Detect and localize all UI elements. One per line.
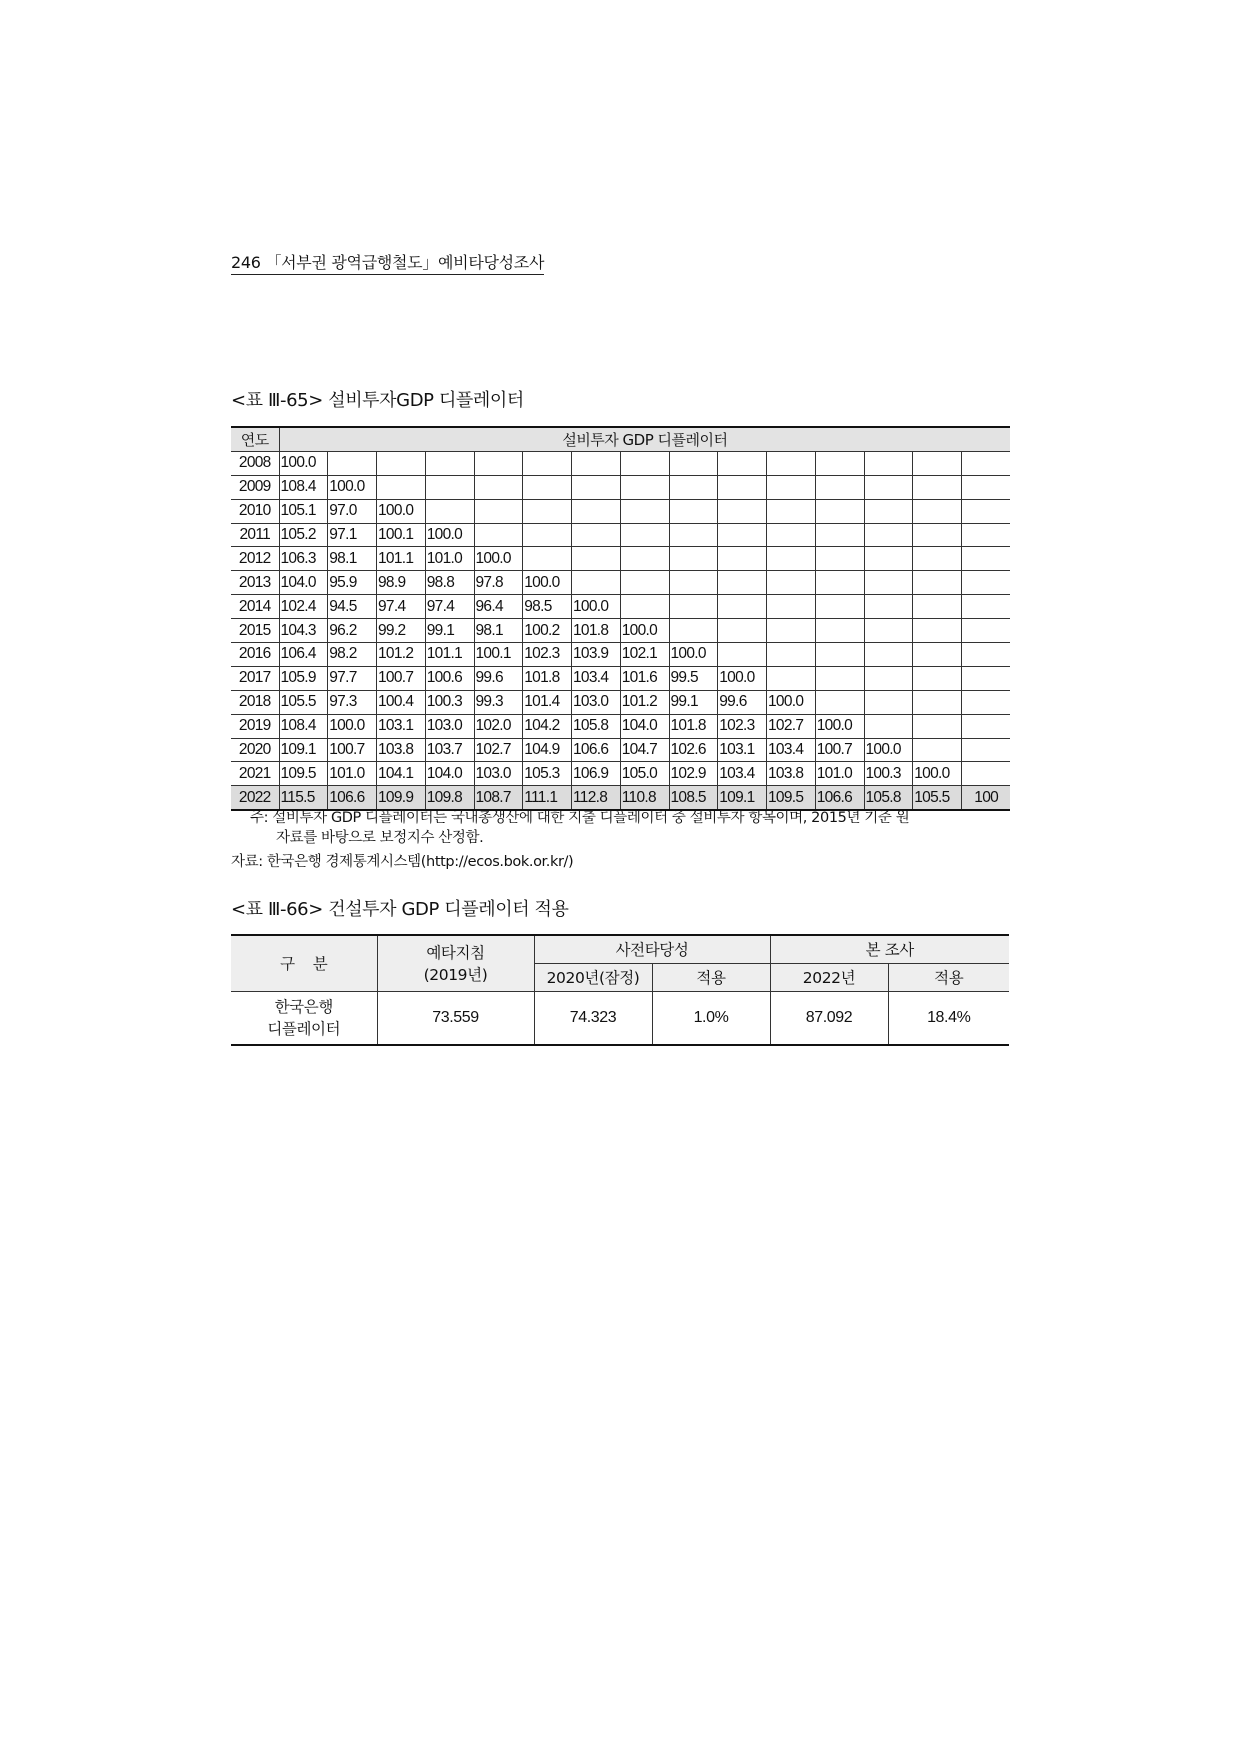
value-cell bbox=[815, 643, 864, 667]
value-cell bbox=[815, 595, 864, 619]
value-cell bbox=[718, 571, 767, 595]
value-cell bbox=[669, 547, 718, 571]
value-cell: 102.0 bbox=[474, 714, 523, 738]
value-cell bbox=[962, 499, 1011, 523]
value-cell: 100.0 bbox=[767, 690, 816, 714]
value-cell bbox=[767, 643, 816, 667]
table-row bbox=[231, 523, 1010, 547]
year-cell: 2016 bbox=[231, 643, 279, 667]
value-cell bbox=[718, 523, 767, 547]
value-cell bbox=[815, 571, 864, 595]
value-cell: 108.4 bbox=[279, 475, 328, 499]
table1-note: 주: 설비투자 GDP 디플레이터는 국내총생산에 대한 지출 디플레이터 중 설비투자 항목이며, 2015년 기준 원 bbox=[250, 810, 910, 826]
value-cell bbox=[864, 571, 913, 595]
value-cell bbox=[425, 499, 474, 523]
table-row bbox=[231, 451, 1010, 475]
value-cell bbox=[620, 571, 669, 595]
value-cell: 97.4 bbox=[377, 595, 426, 619]
year-cell: 2008 bbox=[231, 451, 279, 475]
value-cell bbox=[669, 475, 718, 499]
value-cell: 100.0 bbox=[718, 666, 767, 690]
category-header: 구 분 bbox=[231, 935, 377, 991]
value-cell bbox=[864, 523, 913, 547]
value-cell: 102.7 bbox=[767, 714, 816, 738]
value-cell: 100.1 bbox=[474, 643, 523, 667]
table-row bbox=[231, 690, 1010, 714]
value-cell bbox=[767, 499, 816, 523]
value-cell bbox=[913, 643, 962, 667]
value-cell bbox=[913, 547, 962, 571]
value-cell bbox=[718, 643, 767, 667]
value-cell: 106.6 bbox=[328, 786, 377, 810]
value-cell bbox=[572, 571, 621, 595]
value-cell bbox=[620, 475, 669, 499]
value-cell: 97.3 bbox=[328, 690, 377, 714]
value-cell bbox=[523, 547, 572, 571]
deflator-table bbox=[231, 426, 1010, 811]
value-cell: 106.6 bbox=[815, 786, 864, 810]
year-cell: 2010 bbox=[231, 499, 279, 523]
value-cell: 101.0 bbox=[815, 762, 864, 786]
deflator-application-table bbox=[231, 934, 1009, 1046]
value-cell: 97.4 bbox=[425, 595, 474, 619]
value-cell: 99.5 bbox=[669, 666, 718, 690]
value-cell: 108.4 bbox=[279, 714, 328, 738]
value-cell: 101.1 bbox=[377, 547, 426, 571]
value-cell: 98.1 bbox=[328, 547, 377, 571]
value-cell: 112.8 bbox=[572, 786, 621, 810]
value-cell: 104.3 bbox=[279, 619, 328, 643]
value-cell: 100.0 bbox=[815, 714, 864, 738]
value-cell: 105.0 bbox=[620, 762, 669, 786]
value-cell bbox=[572, 475, 621, 499]
value-cell: 101.8 bbox=[669, 714, 718, 738]
value-cell bbox=[767, 666, 816, 690]
value-cell: 101.2 bbox=[620, 690, 669, 714]
value-cell: 103.4 bbox=[572, 666, 621, 690]
value-cell bbox=[913, 475, 962, 499]
value-cell: 106.9 bbox=[572, 762, 621, 786]
value-cell bbox=[474, 475, 523, 499]
value-cell bbox=[718, 475, 767, 499]
value-cell: 110.8 bbox=[620, 786, 669, 810]
value-cell: 104.9 bbox=[523, 738, 572, 762]
value-cell bbox=[962, 762, 1011, 786]
value-cell: 103.0 bbox=[425, 714, 474, 738]
table-row bbox=[231, 666, 1010, 690]
value-cell: 99.1 bbox=[425, 619, 474, 643]
year-cell: 2013 bbox=[231, 571, 279, 595]
value-cell: 101.6 bbox=[620, 666, 669, 690]
value-cell: 101.1 bbox=[425, 643, 474, 667]
value-cell bbox=[767, 523, 816, 547]
value-cell bbox=[572, 547, 621, 571]
value-cell bbox=[767, 547, 816, 571]
value-cell: 104.0 bbox=[620, 714, 669, 738]
value-cell: 102.6 bbox=[669, 738, 718, 762]
value-cell: 99.6 bbox=[474, 666, 523, 690]
value-cell: 96.4 bbox=[474, 595, 523, 619]
value-cell: 103.1 bbox=[718, 738, 767, 762]
value-cell bbox=[474, 499, 523, 523]
value-cell bbox=[328, 451, 377, 475]
table-row bbox=[231, 738, 1010, 762]
value-cell bbox=[815, 451, 864, 475]
value-cell: 99.6 bbox=[718, 690, 767, 714]
value-cell: 103.4 bbox=[718, 762, 767, 786]
value-cell: 99.2 bbox=[377, 619, 426, 643]
value-cell bbox=[864, 666, 913, 690]
value-cell bbox=[913, 738, 962, 762]
value-cell: 106.6 bbox=[572, 738, 621, 762]
value-cell bbox=[913, 666, 962, 690]
value-cell: 105.3 bbox=[523, 762, 572, 786]
value-cell bbox=[913, 451, 962, 475]
table-row bbox=[231, 714, 1010, 738]
value-cell: 103.0 bbox=[474, 762, 523, 786]
value-cell: 109.5 bbox=[279, 762, 328, 786]
value-cell bbox=[815, 619, 864, 643]
value-cell bbox=[377, 451, 426, 475]
table-row bbox=[231, 547, 1010, 571]
value-cell: 100.0 bbox=[864, 738, 913, 762]
value-cell: 105.1 bbox=[279, 499, 328, 523]
table-row bbox=[231, 619, 1010, 643]
year-cell: 2014 bbox=[231, 595, 279, 619]
value-cell: 98.2 bbox=[328, 643, 377, 667]
value-cell: 100.7 bbox=[328, 738, 377, 762]
value-cell bbox=[962, 571, 1011, 595]
page-header bbox=[231, 250, 544, 275]
table1-note-continued: 자료를 바탕으로 보정지수 산정함. bbox=[276, 830, 484, 846]
value-cell bbox=[620, 523, 669, 547]
year-cell: 2019 bbox=[231, 714, 279, 738]
value-cell: 108.5 bbox=[669, 786, 718, 810]
value-cell: 104.1 bbox=[377, 762, 426, 786]
value-cell bbox=[864, 690, 913, 714]
value-cell bbox=[718, 547, 767, 571]
value-cell: 105.9 bbox=[279, 666, 328, 690]
value-cell: 105.5 bbox=[913, 786, 962, 810]
value-cell bbox=[864, 643, 913, 667]
value-cell bbox=[864, 475, 913, 499]
value-cell bbox=[669, 451, 718, 475]
value-cell: 97.0 bbox=[328, 499, 377, 523]
value-cell: 101.8 bbox=[523, 666, 572, 690]
value-cell bbox=[962, 547, 1011, 571]
value-cell: 103.0 bbox=[572, 690, 621, 714]
guideline-value: 73.559 bbox=[377, 991, 534, 1045]
value-cell bbox=[864, 547, 913, 571]
value-cell: 98.5 bbox=[523, 595, 572, 619]
table-row bbox=[231, 475, 1010, 499]
value-cell bbox=[815, 547, 864, 571]
main-apply-header: 적용 bbox=[888, 963, 1009, 991]
value-cell: 109.1 bbox=[279, 738, 328, 762]
year-cell: 2020 bbox=[231, 738, 279, 762]
value-cell bbox=[962, 714, 1011, 738]
value-cell bbox=[913, 714, 962, 738]
value-cell: 100.6 bbox=[425, 666, 474, 690]
value-cell: 99.3 bbox=[474, 690, 523, 714]
value-cell bbox=[864, 451, 913, 475]
value-cell: 109.5 bbox=[767, 786, 816, 810]
value-cell: 103.9 bbox=[572, 643, 621, 667]
value-cell bbox=[767, 475, 816, 499]
value-cell: 100.0 bbox=[425, 523, 474, 547]
year-cell: 2015 bbox=[231, 619, 279, 643]
value-cell: 94.5 bbox=[328, 595, 377, 619]
value-cell bbox=[620, 499, 669, 523]
table1-caption: <표 Ⅲ-65> 설비투자GDP 디플레이터 bbox=[231, 390, 524, 411]
value-cell bbox=[815, 499, 864, 523]
value-cell bbox=[767, 451, 816, 475]
value-cell bbox=[962, 643, 1011, 667]
value-cell: 103.8 bbox=[767, 762, 816, 786]
main-year-header: 2022년 bbox=[770, 963, 888, 991]
value-cell: 109.9 bbox=[377, 786, 426, 810]
value-cell: 100 bbox=[962, 786, 1011, 810]
value-cell: 100.3 bbox=[425, 690, 474, 714]
table-row bbox=[231, 643, 1010, 667]
value-cell bbox=[962, 475, 1011, 499]
value-cell: 111.1 bbox=[523, 786, 572, 810]
value-cell: 96.2 bbox=[328, 619, 377, 643]
value-cell: 98.9 bbox=[377, 571, 426, 595]
row-label: 한국은행 디플레이터 bbox=[231, 991, 377, 1045]
prelim-year-header: 2020년(잠정) bbox=[534, 963, 652, 991]
value-cell: 104.7 bbox=[620, 738, 669, 762]
value-cell bbox=[962, 666, 1011, 690]
value-cell bbox=[669, 619, 718, 643]
year-column-header: 연도 bbox=[231, 427, 279, 451]
value-cell: 99.1 bbox=[669, 690, 718, 714]
table-row bbox=[231, 571, 1010, 595]
value-cell bbox=[669, 523, 718, 547]
value-cell bbox=[425, 475, 474, 499]
value-cell: 98.1 bbox=[474, 619, 523, 643]
value-cell bbox=[669, 571, 718, 595]
value-cell: 97.1 bbox=[328, 523, 377, 547]
year-cell: 2009 bbox=[231, 475, 279, 499]
value-cell bbox=[815, 475, 864, 499]
value-cell: 103.8 bbox=[377, 738, 426, 762]
prelim-value: 74.323 bbox=[534, 991, 652, 1045]
value-cell bbox=[669, 595, 718, 619]
value-cell: 102.3 bbox=[718, 714, 767, 738]
value-cell: 100.0 bbox=[474, 547, 523, 571]
value-cell: 104.0 bbox=[425, 762, 474, 786]
value-cell bbox=[913, 690, 962, 714]
prelim-feasibility-header: 사전타당성 bbox=[534, 935, 770, 963]
prelim-apply-header: 적용 bbox=[652, 963, 770, 991]
guideline-header: 예타지침 (2019년) bbox=[377, 935, 534, 991]
value-cell bbox=[425, 451, 474, 475]
value-cell bbox=[572, 499, 621, 523]
value-cell bbox=[523, 475, 572, 499]
value-cell: 105.8 bbox=[864, 786, 913, 810]
year-cell: 2012 bbox=[231, 547, 279, 571]
value-cell: 102.9 bbox=[669, 762, 718, 786]
value-cell bbox=[913, 571, 962, 595]
value-cell bbox=[620, 595, 669, 619]
value-cell: 105.2 bbox=[279, 523, 328, 547]
year-cell: 2011 bbox=[231, 523, 279, 547]
value-cell: 100.7 bbox=[815, 738, 864, 762]
value-cell bbox=[864, 619, 913, 643]
year-cell: 2022 bbox=[231, 786, 279, 810]
value-cell bbox=[718, 595, 767, 619]
value-cell: 115.5 bbox=[279, 786, 328, 810]
table-row bbox=[231, 499, 1010, 523]
year-cell: 2017 bbox=[231, 666, 279, 690]
value-cell bbox=[962, 451, 1011, 475]
table1-source: 자료: 한국은행 경제통계시스템(http://ecos.bok.or.kr/) bbox=[231, 854, 574, 870]
value-cell bbox=[864, 499, 913, 523]
value-cell: 100.3 bbox=[864, 762, 913, 786]
value-cell: 100.1 bbox=[377, 523, 426, 547]
value-cell: 100.0 bbox=[523, 571, 572, 595]
table-row bbox=[231, 762, 1010, 786]
value-cell bbox=[962, 690, 1011, 714]
value-cell bbox=[913, 523, 962, 547]
value-cell: 102.3 bbox=[523, 643, 572, 667]
value-cell bbox=[620, 451, 669, 475]
value-cell: 100.4 bbox=[377, 690, 426, 714]
prelim-apply-value: 1.0% bbox=[652, 991, 770, 1045]
value-cell: 108.7 bbox=[474, 786, 523, 810]
year-cell: 2018 bbox=[231, 690, 279, 714]
value-cell bbox=[864, 595, 913, 619]
value-cell: 103.7 bbox=[425, 738, 474, 762]
value-cell bbox=[620, 547, 669, 571]
value-cell: 109.1 bbox=[718, 786, 767, 810]
value-cell bbox=[962, 619, 1011, 643]
value-cell: 106.3 bbox=[279, 547, 328, 571]
table-row bbox=[231, 595, 1010, 619]
value-cell: 101.8 bbox=[572, 619, 621, 643]
value-cell bbox=[913, 619, 962, 643]
value-cell: 97.8 bbox=[474, 571, 523, 595]
year-cell: 2021 bbox=[231, 762, 279, 786]
main-value: 87.092 bbox=[770, 991, 888, 1045]
value-cell: 100.0 bbox=[913, 762, 962, 786]
value-cell bbox=[523, 499, 572, 523]
value-cell: 101.0 bbox=[328, 762, 377, 786]
value-cell: 101.0 bbox=[425, 547, 474, 571]
value-cell bbox=[962, 595, 1011, 619]
value-cell bbox=[815, 666, 864, 690]
deflator-group-header: 설비투자 GDP 디플레이터 bbox=[279, 427, 1010, 451]
value-cell: 100.0 bbox=[328, 714, 377, 738]
value-cell: 100.0 bbox=[669, 643, 718, 667]
value-cell bbox=[718, 451, 767, 475]
value-cell bbox=[962, 523, 1011, 547]
value-cell bbox=[377, 475, 426, 499]
value-cell: 97.7 bbox=[328, 666, 377, 690]
value-cell bbox=[572, 523, 621, 547]
deflator-table-body bbox=[231, 451, 1010, 810]
value-cell bbox=[767, 571, 816, 595]
value-cell: 100.7 bbox=[377, 666, 426, 690]
value-cell: 103.4 bbox=[767, 738, 816, 762]
value-cell: 106.4 bbox=[279, 643, 328, 667]
value-cell: 104.0 bbox=[279, 571, 328, 595]
value-cell bbox=[718, 499, 767, 523]
value-cell bbox=[572, 451, 621, 475]
value-cell bbox=[815, 690, 864, 714]
value-cell bbox=[474, 451, 523, 475]
value-cell bbox=[962, 738, 1011, 762]
page-number: 246 bbox=[231, 253, 261, 272]
value-cell bbox=[523, 451, 572, 475]
value-cell bbox=[718, 619, 767, 643]
value-cell: 109.8 bbox=[425, 786, 474, 810]
value-cell: 95.9 bbox=[328, 571, 377, 595]
value-cell bbox=[913, 499, 962, 523]
value-cell bbox=[913, 595, 962, 619]
value-cell: 102.4 bbox=[279, 595, 328, 619]
value-cell: 98.8 bbox=[425, 571, 474, 595]
value-cell: 102.7 bbox=[474, 738, 523, 762]
value-cell: 104.2 bbox=[523, 714, 572, 738]
value-cell: 100.0 bbox=[328, 475, 377, 499]
value-cell bbox=[523, 523, 572, 547]
value-cell: 105.8 bbox=[572, 714, 621, 738]
value-cell: 100.0 bbox=[620, 619, 669, 643]
table2-caption: <표 Ⅲ-66> 건설투자 GDP 디플레이터 적용 bbox=[231, 899, 569, 920]
value-cell bbox=[815, 523, 864, 547]
value-cell: 100.0 bbox=[377, 499, 426, 523]
value-cell: 103.1 bbox=[377, 714, 426, 738]
value-cell bbox=[864, 714, 913, 738]
value-cell: 102.1 bbox=[620, 643, 669, 667]
value-cell: 100.2 bbox=[523, 619, 572, 643]
value-cell: 101.2 bbox=[377, 643, 426, 667]
main-apply-value: 18.4% bbox=[888, 991, 1009, 1045]
main-study-header: 본 조사 bbox=[770, 935, 1009, 963]
value-cell: 105.5 bbox=[279, 690, 328, 714]
value-cell bbox=[474, 523, 523, 547]
value-cell bbox=[767, 619, 816, 643]
value-cell: 101.4 bbox=[523, 690, 572, 714]
value-cell bbox=[767, 595, 816, 619]
value-cell: 100.0 bbox=[279, 451, 328, 475]
value-cell bbox=[669, 499, 718, 523]
document-title: 「서부권 광역급행철도」예비타당성조사 bbox=[265, 253, 545, 272]
value-cell: 100.0 bbox=[572, 595, 621, 619]
